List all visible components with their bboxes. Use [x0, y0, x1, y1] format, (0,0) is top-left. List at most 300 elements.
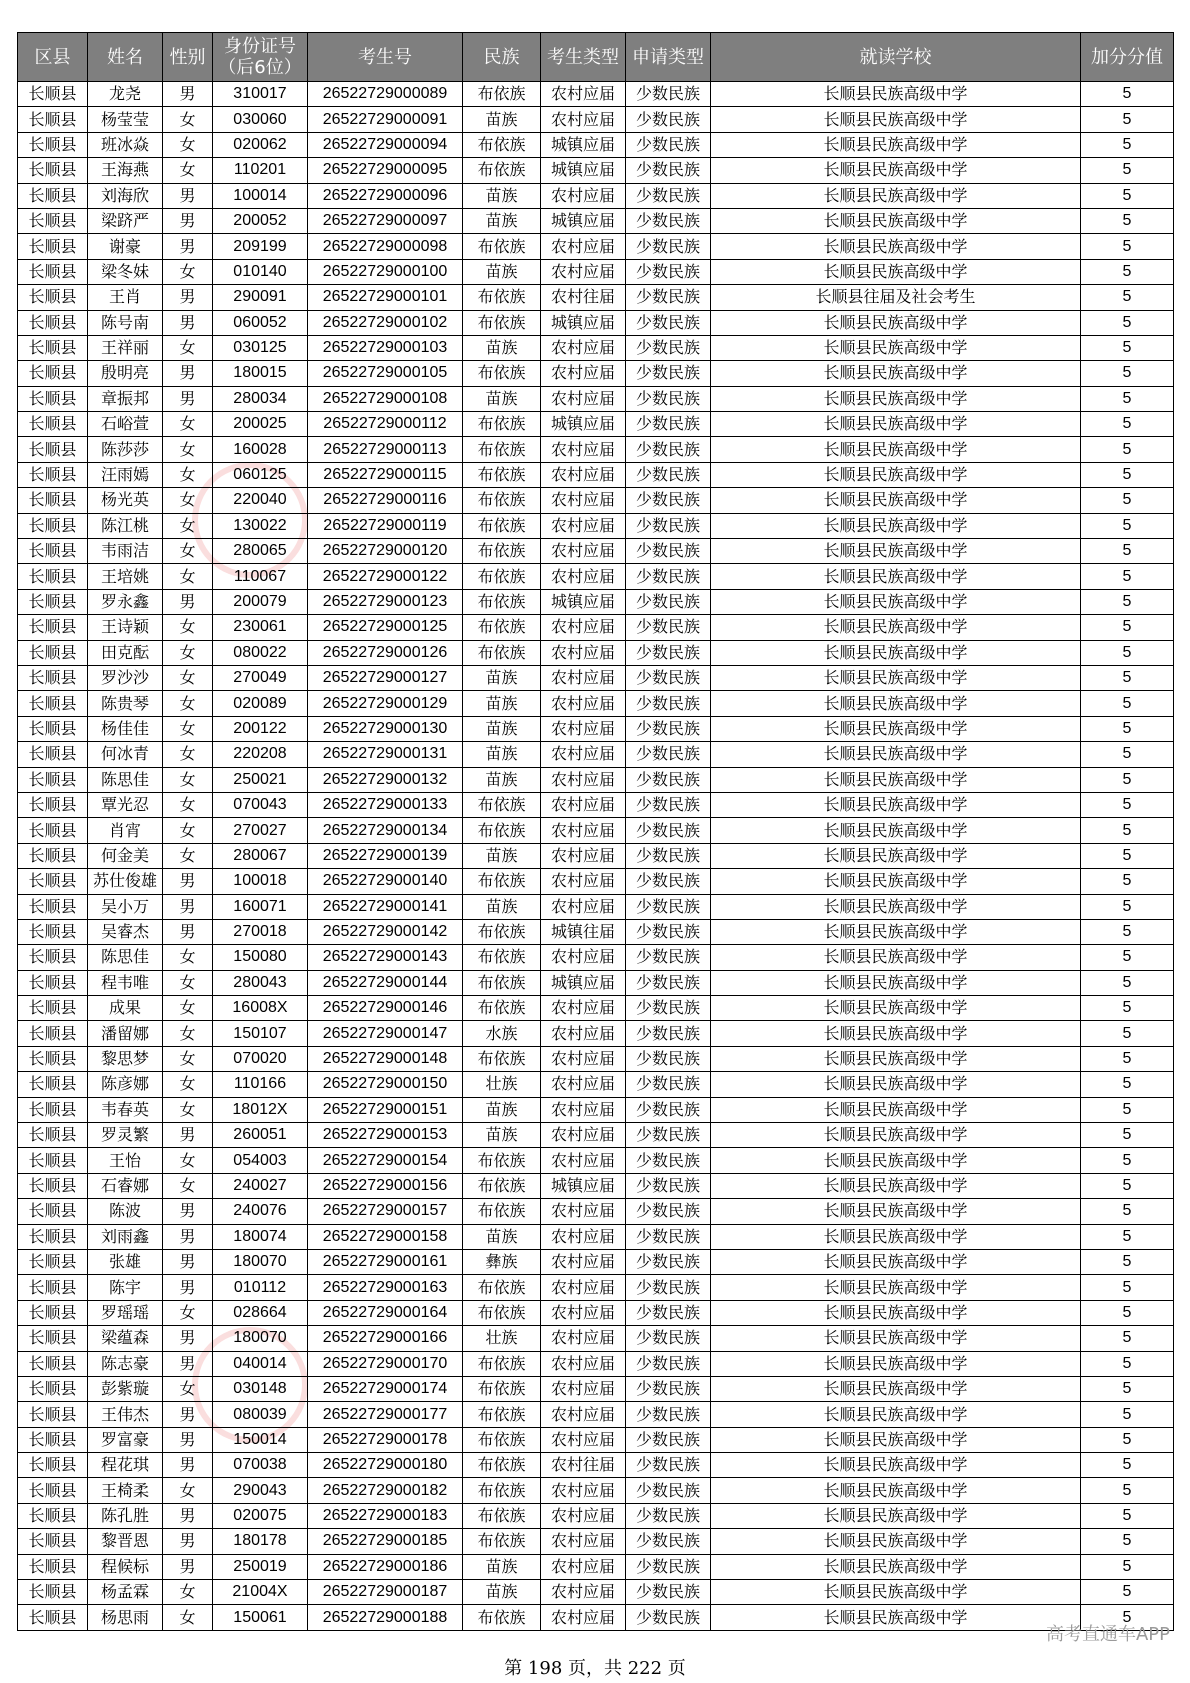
table-row — [18, 996, 1174, 1021]
cell-county: 长顺县 — [18, 539, 88, 564]
cell-name: 杨光英 — [88, 488, 163, 513]
cell-ethnicity: 苗族 — [463, 1224, 541, 1249]
cell-county: 长顺县 — [18, 869, 88, 894]
cell-name: 刘海欣 — [88, 183, 163, 208]
cell-exam-number: 26522729000122 — [308, 564, 463, 589]
cell-gender: 男 — [163, 1453, 213, 1478]
cell-application-type: 少数民族 — [626, 1123, 711, 1148]
cell-bonus-points: 5 — [1081, 310, 1174, 335]
cell-candidate-type: 农村应届 — [541, 1300, 626, 1325]
cell-county: 长顺县 — [18, 310, 88, 335]
table-row — [18, 539, 1174, 564]
cell-application-type: 少数民族 — [626, 1580, 711, 1605]
cell-bonus-points: 5 — [1081, 1224, 1174, 1249]
cell-name: 罗沙沙 — [88, 665, 163, 690]
cell-exam-number: 26522729000188 — [308, 1605, 463, 1630]
cell-candidate-type: 农村应届 — [541, 716, 626, 741]
cell-candidate-type: 农村往届 — [541, 285, 626, 310]
header-id-last6: 身份证号 （后6位） — [213, 33, 308, 82]
cell-ethnicity: 布依族 — [463, 234, 541, 259]
cell-county: 长顺县 — [18, 1275, 88, 1300]
cell-bonus-points: 5 — [1081, 1453, 1174, 1478]
cell-application-type: 少数民族 — [626, 437, 711, 462]
header-exam-number: 考生号 — [308, 33, 463, 82]
cell-ethnicity: 布依族 — [463, 792, 541, 817]
table-row — [18, 843, 1174, 868]
cell-school: 长顺县民族高级中学 — [711, 132, 1081, 157]
cell-gender: 男 — [163, 386, 213, 411]
cell-candidate-type: 农村应届 — [541, 1605, 626, 1630]
cell-name: 殷明亮 — [88, 361, 163, 386]
cell-candidate-type: 城镇应届 — [541, 589, 626, 614]
cell-name: 杨思雨 — [88, 1605, 163, 1630]
cell-ethnicity: 布依族 — [463, 488, 541, 513]
table-row — [18, 285, 1174, 310]
cell-exam-number: 26522729000120 — [308, 539, 463, 564]
cell-id-last6: 220040 — [213, 488, 308, 513]
cell-ethnicity: 布依族 — [463, 1427, 541, 1452]
cell-school: 长顺县民族高级中学 — [711, 82, 1081, 107]
cell-ethnicity: 布依族 — [463, 869, 541, 894]
cell-name: 潘留娜 — [88, 1021, 163, 1046]
cell-exam-number: 26522729000113 — [308, 437, 463, 462]
cell-id-last6: 070038 — [213, 1453, 308, 1478]
cell-bonus-points: 5 — [1081, 615, 1174, 640]
cell-candidate-type: 农村应届 — [541, 818, 626, 843]
cell-school: 长顺县民族高级中学 — [711, 462, 1081, 487]
table-row — [18, 945, 1174, 970]
cell-exam-number: 26522729000108 — [308, 386, 463, 411]
cell-id-last6: 250021 — [213, 767, 308, 792]
cell-gender: 女 — [163, 742, 213, 767]
cell-bonus-points: 5 — [1081, 1478, 1174, 1503]
cell-school: 长顺县民族高级中学 — [711, 1021, 1081, 1046]
cell-name: 程花琪 — [88, 1453, 163, 1478]
cell-application-type: 少数民族 — [626, 615, 711, 640]
cell-candidate-type: 农村应届 — [541, 1224, 626, 1249]
cell-school: 长顺县民族高级中学 — [711, 1072, 1081, 1097]
cell-ethnicity: 布依族 — [463, 158, 541, 183]
table-row — [18, 412, 1174, 437]
cell-county: 长顺县 — [18, 208, 88, 233]
cell-ethnicity: 布依族 — [463, 1199, 541, 1224]
cell-bonus-points: 5 — [1081, 996, 1174, 1021]
cell-name: 吴睿杰 — [88, 919, 163, 944]
cell-bonus-points: 5 — [1081, 564, 1174, 589]
cell-county: 长顺县 — [18, 1123, 88, 1148]
cell-name: 王怡 — [88, 1148, 163, 1173]
header-county: 区县 — [18, 33, 88, 82]
cell-bonus-points: 5 — [1081, 767, 1174, 792]
cell-application-type: 少数民族 — [626, 183, 711, 208]
cell-id-last6: 160071 — [213, 894, 308, 919]
table-row — [18, 1173, 1174, 1198]
cell-gender: 女 — [163, 665, 213, 690]
cell-exam-number: 26522729000158 — [308, 1224, 463, 1249]
cell-bonus-points: 5 — [1081, 513, 1174, 538]
cell-school: 长顺县民族高级中学 — [711, 1275, 1081, 1300]
cell-school: 长顺县民族高级中学 — [711, 818, 1081, 843]
cell-school: 长顺县民族高级中学 — [711, 1351, 1081, 1376]
table-row — [18, 792, 1174, 817]
cell-ethnicity: 布依族 — [463, 310, 541, 335]
cell-candidate-type: 农村应届 — [541, 615, 626, 640]
cell-county: 长顺县 — [18, 919, 88, 944]
page-footer: 第 198 页，共 222 页 — [504, 1658, 686, 1679]
cell-county: 长顺县 — [18, 488, 88, 513]
cell-exam-number: 26522729000102 — [308, 310, 463, 335]
cell-application-type: 少数民族 — [626, 894, 711, 919]
cell-exam-number: 26522729000163 — [308, 1275, 463, 1300]
app-watermark-text: 高考直通车APP — [1045, 1624, 1170, 1645]
cell-id-last6: 070043 — [213, 792, 308, 817]
cell-ethnicity: 布依族 — [463, 1376, 541, 1401]
cell-ethnicity: 彝族 — [463, 1249, 541, 1274]
cell-application-type: 少数民族 — [626, 1097, 711, 1122]
cell-ethnicity: 布依族 — [463, 564, 541, 589]
cell-id-last6: 030060 — [213, 107, 308, 132]
table-row — [18, 132, 1174, 157]
cell-bonus-points: 5 — [1081, 1021, 1174, 1046]
cell-application-type: 少数民族 — [626, 1453, 711, 1478]
cell-gender: 男 — [163, 361, 213, 386]
cell-county: 长顺县 — [18, 361, 88, 386]
cell-county: 长顺县 — [18, 996, 88, 1021]
cell-bonus-points: 5 — [1081, 1402, 1174, 1427]
cell-school: 长顺县民族高级中学 — [711, 970, 1081, 995]
cell-school: 长顺县民族高级中学 — [711, 335, 1081, 360]
cell-candidate-type: 农村应届 — [541, 843, 626, 868]
cell-county: 长顺县 — [18, 183, 88, 208]
cell-school: 长顺县民族高级中学 — [711, 1453, 1081, 1478]
cell-county: 长顺县 — [18, 1453, 88, 1478]
cell-bonus-points: 5 — [1081, 1427, 1174, 1452]
cell-name: 陈孔胜 — [88, 1503, 163, 1528]
cell-id-last6: 230061 — [213, 615, 308, 640]
cell-name: 汪雨嫣 — [88, 462, 163, 487]
cell-school: 长顺县民族高级中学 — [711, 1478, 1081, 1503]
cell-gender: 男 — [163, 234, 213, 259]
table-row — [18, 1224, 1174, 1249]
cell-ethnicity: 布依族 — [463, 945, 541, 970]
cell-county: 长顺县 — [18, 412, 88, 437]
cell-application-type: 少数民族 — [626, 1173, 711, 1198]
table-row — [18, 1478, 1174, 1503]
cell-bonus-points: 5 — [1081, 208, 1174, 233]
cell-school: 长顺县民族高级中学 — [711, 412, 1081, 437]
cell-exam-number: 26522729000096 — [308, 183, 463, 208]
cell-exam-number: 26522729000157 — [308, 1199, 463, 1224]
cell-id-last6: 290043 — [213, 1478, 308, 1503]
cell-school: 长顺县民族高级中学 — [711, 513, 1081, 538]
cell-candidate-type: 农村应届 — [541, 1021, 626, 1046]
cell-school: 长顺县民族高级中学 — [711, 589, 1081, 614]
cell-name: 罗灵繁 — [88, 1123, 163, 1148]
cell-application-type: 少数民族 — [626, 945, 711, 970]
cell-exam-number: 26522729000146 — [308, 996, 463, 1021]
cell-application-type: 少数民族 — [626, 1554, 711, 1579]
header-bonus-points: 加分分值 — [1081, 33, 1174, 82]
cell-exam-number: 26522729000154 — [308, 1148, 463, 1173]
cell-gender: 男 — [163, 82, 213, 107]
cell-exam-number: 26522729000130 — [308, 716, 463, 741]
cell-id-last6: 280043 — [213, 970, 308, 995]
cell-bonus-points: 5 — [1081, 1199, 1174, 1224]
cell-gender: 男 — [163, 1529, 213, 1554]
cell-name: 王椅柔 — [88, 1478, 163, 1503]
cell-exam-number: 26522729000147 — [308, 1021, 463, 1046]
cell-gender: 女 — [163, 132, 213, 157]
cell-name: 覃光忍 — [88, 792, 163, 817]
cell-id-last6: 040014 — [213, 1351, 308, 1376]
cell-id-last6: 150014 — [213, 1427, 308, 1452]
cell-school: 长顺县民族高级中学 — [711, 767, 1081, 792]
cell-candidate-type: 农村应届 — [541, 1046, 626, 1071]
cell-county: 长顺县 — [18, 1376, 88, 1401]
cell-county: 长顺县 — [18, 82, 88, 107]
cell-bonus-points: 5 — [1081, 1326, 1174, 1351]
cell-name: 罗永鑫 — [88, 589, 163, 614]
table-row — [18, 335, 1174, 360]
cell-application-type: 少数民族 — [626, 1326, 711, 1351]
cell-gender: 女 — [163, 437, 213, 462]
cell-gender: 女 — [163, 335, 213, 360]
cell-gender: 男 — [163, 894, 213, 919]
cell-bonus-points: 5 — [1081, 1249, 1174, 1274]
cell-bonus-points: 5 — [1081, 945, 1174, 970]
table-row — [18, 1300, 1174, 1325]
cell-id-last6: 100014 — [213, 183, 308, 208]
cell-gender: 女 — [163, 564, 213, 589]
cell-gender: 女 — [163, 462, 213, 487]
cell-school: 长顺县民族高级中学 — [711, 1427, 1081, 1452]
cell-county: 长顺县 — [18, 691, 88, 716]
table-row — [18, 767, 1174, 792]
cell-ethnicity: 布依族 — [463, 970, 541, 995]
cell-gender: 女 — [163, 513, 213, 538]
cell-exam-number: 26522729000091 — [308, 107, 463, 132]
table-header — [18, 33, 1174, 82]
cell-gender: 女 — [163, 107, 213, 132]
cell-exam-number: 26522729000143 — [308, 945, 463, 970]
cell-id-last6: 280065 — [213, 539, 308, 564]
cell-candidate-type: 农村往届 — [541, 1453, 626, 1478]
table-row — [18, 107, 1174, 132]
cell-ethnicity: 布依族 — [463, 132, 541, 157]
cell-name: 王肖 — [88, 285, 163, 310]
cell-county: 长顺县 — [18, 615, 88, 640]
cell-application-type: 少数民族 — [626, 1529, 711, 1554]
cell-exam-number: 26522729000123 — [308, 589, 463, 614]
cell-application-type: 少数民族 — [626, 1046, 711, 1071]
cell-exam-number: 26522729000182 — [308, 1478, 463, 1503]
cell-exam-number: 26522729000156 — [308, 1173, 463, 1198]
cell-county: 长顺县 — [18, 843, 88, 868]
cell-county: 长顺县 — [18, 513, 88, 538]
cell-application-type: 少数民族 — [626, 488, 711, 513]
cell-name: 陈贵琴 — [88, 691, 163, 716]
cell-name: 王诗颖 — [88, 615, 163, 640]
cell-gender: 女 — [163, 1478, 213, 1503]
cell-candidate-type: 城镇应届 — [541, 412, 626, 437]
cell-county: 长顺县 — [18, 1224, 88, 1249]
table-row — [18, 919, 1174, 944]
cell-school: 长顺县民族高级中学 — [711, 234, 1081, 259]
cell-exam-number: 26522729000105 — [308, 361, 463, 386]
cell-id-last6: 280034 — [213, 386, 308, 411]
cell-name: 程候标 — [88, 1554, 163, 1579]
cell-name: 陈宇 — [88, 1275, 163, 1300]
cell-school: 长顺县民族高级中学 — [711, 1224, 1081, 1249]
cell-county: 长顺县 — [18, 234, 88, 259]
cell-county: 长顺县 — [18, 1021, 88, 1046]
cell-id-last6: 130022 — [213, 513, 308, 538]
cell-candidate-type: 农村应届 — [541, 259, 626, 284]
cell-ethnicity: 苗族 — [463, 107, 541, 132]
cell-gender: 女 — [163, 1580, 213, 1605]
cell-id-last6: 180074 — [213, 1224, 308, 1249]
cell-candidate-type: 城镇应届 — [541, 208, 626, 233]
cell-exam-number: 26522729000170 — [308, 1351, 463, 1376]
cell-application-type: 少数民族 — [626, 767, 711, 792]
cell-bonus-points: 5 — [1081, 335, 1174, 360]
cell-application-type: 少数民族 — [626, 742, 711, 767]
cell-school: 长顺县民族高级中学 — [711, 716, 1081, 741]
cell-candidate-type: 农村应届 — [541, 1427, 626, 1452]
cell-id-last6: 060125 — [213, 462, 308, 487]
cell-ethnicity: 苗族 — [463, 767, 541, 792]
cell-school: 长顺县民族高级中学 — [711, 1249, 1081, 1274]
cell-bonus-points: 5 — [1081, 665, 1174, 690]
cell-county: 长顺县 — [18, 437, 88, 462]
cell-candidate-type: 农村应届 — [541, 894, 626, 919]
cell-application-type: 少数民族 — [626, 1021, 711, 1046]
table-row — [18, 1580, 1174, 1605]
cell-bonus-points: 5 — [1081, 640, 1174, 665]
cell-county: 长顺县 — [18, 1148, 88, 1173]
cell-ethnicity: 布依族 — [463, 818, 541, 843]
cell-ethnicity: 布依族 — [463, 589, 541, 614]
cell-gender: 女 — [163, 716, 213, 741]
cell-county: 长顺县 — [18, 1351, 88, 1376]
cell-candidate-type: 农村应届 — [541, 1503, 626, 1528]
cell-candidate-type: 农村应届 — [541, 513, 626, 538]
cell-name: 梁冬妹 — [88, 259, 163, 284]
cell-ethnicity: 壮族 — [463, 1326, 541, 1351]
table-row — [18, 158, 1174, 183]
table-row — [18, 1148, 1174, 1173]
cell-gender: 男 — [163, 869, 213, 894]
cell-exam-number: 26522729000180 — [308, 1453, 463, 1478]
cell-gender: 男 — [163, 1402, 213, 1427]
cell-name: 黎思梦 — [88, 1046, 163, 1071]
cell-candidate-type: 农村应届 — [541, 386, 626, 411]
cell-county: 长顺县 — [18, 1072, 88, 1097]
cell-application-type: 少数民族 — [626, 843, 711, 868]
cell-ethnicity: 布依族 — [463, 82, 541, 107]
cell-application-type: 少数民族 — [626, 1376, 711, 1401]
cell-candidate-type: 农村应届 — [541, 1554, 626, 1579]
table-row — [18, 894, 1174, 919]
cell-name: 王伟杰 — [88, 1402, 163, 1427]
table-row — [18, 1529, 1174, 1554]
cell-exam-number: 26522729000161 — [308, 1249, 463, 1274]
cell-exam-number: 26522729000174 — [308, 1376, 463, 1401]
cell-ethnicity: 布依族 — [463, 513, 541, 538]
header-school: 就读学校 — [711, 33, 1081, 82]
cell-bonus-points: 5 — [1081, 1275, 1174, 1300]
table-row — [18, 742, 1174, 767]
cell-candidate-type: 农村应届 — [541, 1249, 626, 1274]
cell-application-type: 少数民族 — [626, 1249, 711, 1274]
cell-exam-number: 26522729000129 — [308, 691, 463, 716]
cell-id-last6: 030125 — [213, 335, 308, 360]
cell-county: 长顺县 — [18, 1529, 88, 1554]
cell-name: 何冰青 — [88, 742, 163, 767]
cell-candidate-type: 农村应届 — [541, 640, 626, 665]
cell-application-type: 少数民族 — [626, 1402, 711, 1427]
cell-name: 何金美 — [88, 843, 163, 868]
table-row — [18, 818, 1174, 843]
cell-id-last6: 160028 — [213, 437, 308, 462]
cell-candidate-type: 农村应届 — [541, 691, 626, 716]
cell-id-last6: 200079 — [213, 589, 308, 614]
cell-exam-number: 26522729000141 — [308, 894, 463, 919]
cell-ethnicity: 布依族 — [463, 1275, 541, 1300]
cell-name: 谢豪 — [88, 234, 163, 259]
cell-bonus-points: 5 — [1081, 437, 1174, 462]
cell-ethnicity: 布依族 — [463, 1046, 541, 1071]
cell-application-type: 少数民族 — [626, 158, 711, 183]
cell-candidate-type: 农村应届 — [541, 1275, 626, 1300]
cell-gender: 男 — [163, 183, 213, 208]
cell-ethnicity: 苗族 — [463, 894, 541, 919]
table-row — [18, 869, 1174, 894]
cell-id-last6: 270049 — [213, 665, 308, 690]
cell-exam-number: 26522729000153 — [308, 1123, 463, 1148]
cell-exam-number: 26522729000116 — [308, 488, 463, 513]
cell-bonus-points: 5 — [1081, 1554, 1174, 1579]
cell-ethnicity: 壮族 — [463, 1072, 541, 1097]
cell-name: 杨孟霖 — [88, 1580, 163, 1605]
cell-id-last6: 290091 — [213, 285, 308, 310]
cell-application-type: 少数民族 — [626, 513, 711, 538]
cell-application-type: 少数民族 — [626, 1605, 711, 1630]
cell-gender: 女 — [163, 767, 213, 792]
table-row — [18, 437, 1174, 462]
cell-bonus-points: 5 — [1081, 1376, 1174, 1401]
cell-exam-number: 26522729000151 — [308, 1097, 463, 1122]
cell-application-type: 少数民族 — [626, 1224, 711, 1249]
cell-gender: 女 — [163, 1097, 213, 1122]
cell-id-last6: 16008X — [213, 996, 308, 1021]
cell-bonus-points: 5 — [1081, 970, 1174, 995]
cell-id-last6: 220208 — [213, 742, 308, 767]
cell-id-last6: 030148 — [213, 1376, 308, 1401]
cell-school: 长顺县往届及社会考生 — [711, 285, 1081, 310]
cell-id-last6: 21004X — [213, 1580, 308, 1605]
cell-school: 长顺县民族高级中学 — [711, 1097, 1081, 1122]
cell-school: 长顺县民族高级中学 — [711, 894, 1081, 919]
cell-name: 苏仕俊雄 — [88, 869, 163, 894]
cell-id-last6: 020089 — [213, 691, 308, 716]
score-bonus-table — [17, 32, 1174, 1631]
cell-gender: 女 — [163, 945, 213, 970]
cell-school: 长顺县民族高级中学 — [711, 869, 1081, 894]
cell-candidate-type: 农村应届 — [541, 1580, 626, 1605]
cell-gender: 女 — [163, 640, 213, 665]
cell-gender: 女 — [163, 691, 213, 716]
